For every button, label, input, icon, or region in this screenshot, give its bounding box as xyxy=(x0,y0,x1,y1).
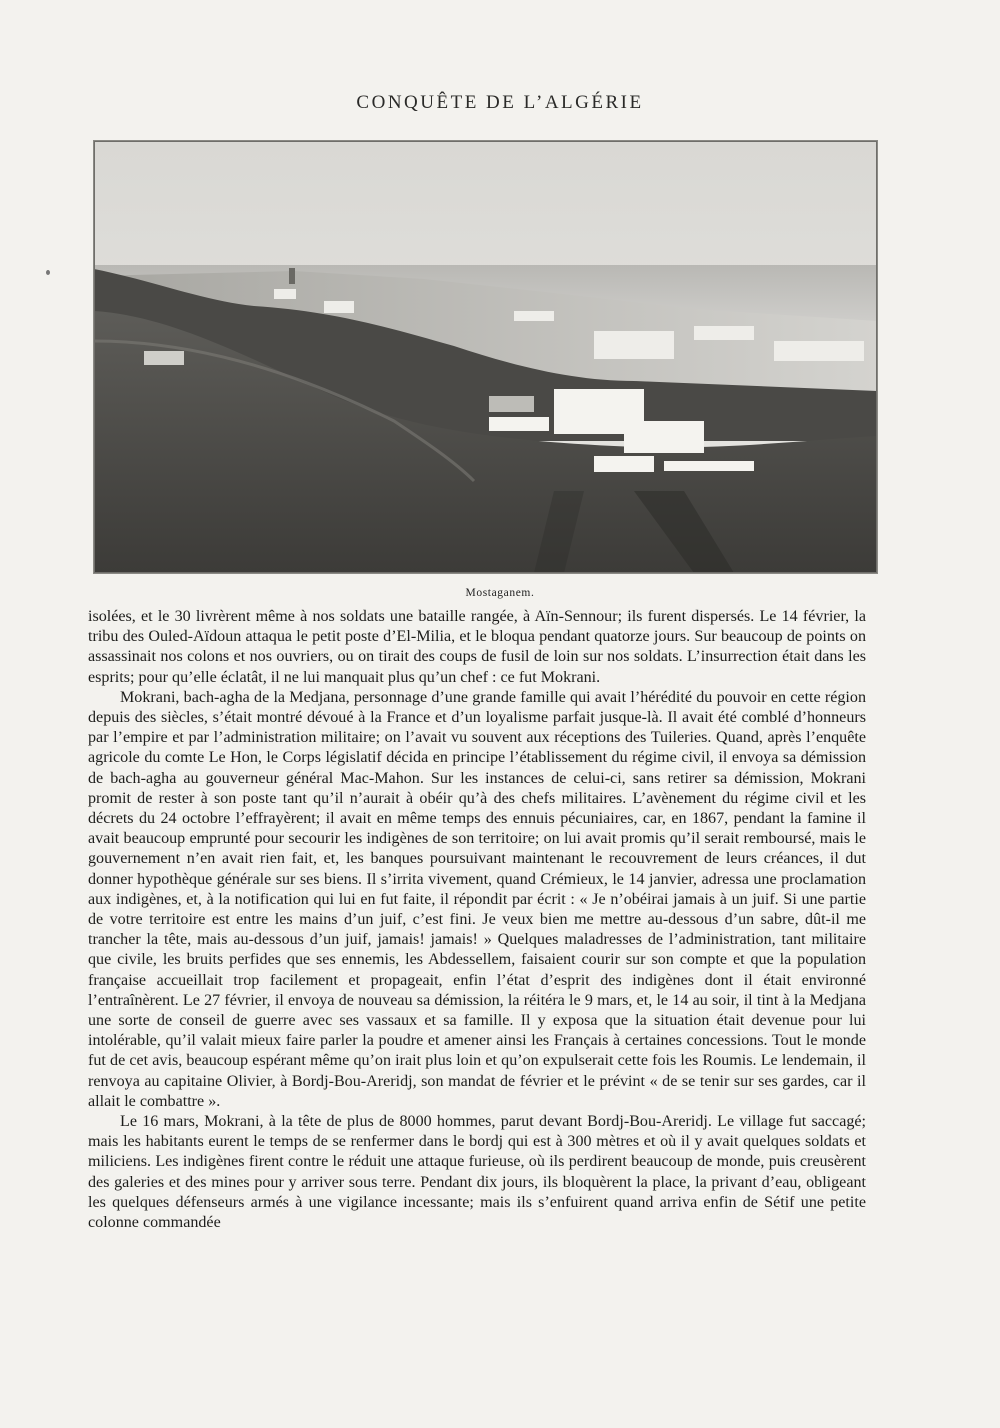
paragraph: Mokrani, bach-agha de la Medjana, personnage d’une grande famille qui avait l’hérédité du pouvoir en cette région depuis des siècles, s’était montré dévoué à la France et d’un loyalisme parfait jusque-là. Il avait été comblé d’honneurs par l’empire et par l’administration militaire; on l’avait vu souvent aux réceptions des Tuileries. Quand, après l’enquête agricole du comte Le Hon, le Corps législatif décida en principe l’établissement du régime civil, il envoya sa démission de bach-agha au gouverneur général Mac-Mahon. Sur les instances de celui-ci, sans retirer sa démission, Mokrani promit de rester à son poste tant qu’il n’aurait à obéir qu’à des chefs militaires. L’avènement du régime civil et les décrets du 24 octobre l’effrayèrent; il avait en même temps des ennuis pécuniaires, car, en 1867, pendant la famine il avait beaucoup emprunté pour secourir les indigènes de son territoire; on lui avait promis qu’il serait remboursé, mais le gouvernement n’en avait rien fait, et, les banques poursuivant maintenant le recouvrement de leurs créances, il dut donner hypothèque générale sur ses biens. Il s’irrita vivement, quand Crémieux, le 14 janvier, adressa une proclamation aux indigènes, et, à la notification qui lui en fut faite, il répondit par écrit : « Je n’obéirai jamais à un juif. Si une partie de votre territoire est entre les mains d’un juif, c’est fini. Je veux bien me mettre au-dessous d’un sabre, dût-il me trancher la tête, mais au-dessous d’un juif, jamais! jamais! » Quelques maladresses de l’administration, tant militaire que civile, les bruits perfides que ses ennemis, les Abdessellem, faisaient courir sur son compte et que la population française accueillait trop facilement et propageait, enfin l’état d’esprit des indigènes dont il était environné l’entraînèrent. Le 27 février, il envoya de nouveau sa démission, la réitéra le 9 mars, et, le 14 au soir, il tint à la Medjana une sorte de conseil de guerre avec ses vassaux et sa famille. Il y exposa que la situation était devenue pour lui intolérable, qu’il valait mieux faire parler la poudre et amener ainsi les Français à certaines concessions. Tout le monde fut de cet avis, beaucoup espérant même qu’on irait plus loin et qu’on expulserait cette fois les Roumis. Le lendemain, il renvoya au capitaine Olivier, à Bordj-Bou-Areridj, son mandat de février et le prévint « de se tenir sur ses gardes, car il allait le combattre ». xyxy=(88,688,866,1110)
page-title: CONQUÊTE DE L’ALGÉRIE xyxy=(356,92,644,113)
body-text xyxy=(88,607,866,1233)
photograph-mostaganem xyxy=(93,140,878,574)
ink-spot xyxy=(46,270,50,275)
paragraph: Le 16 mars, Mokrani, à la tête de plus de 8000 hommes, parut devant Bordj-Bou-Areridj. Le village fut saccagé; mais les habitants eurent le temps de se renfermer dans le bordj qui est à 300 mètres et où il y avait quelques soldats et miliciens. Les indigènes firent contre le réduit une attaque furieuse, où ils perdirent beaucoup de monde, puis creusèrent des galeries et des mines pour y arriver sous terre. Pendant dix jours, ils bloquèrent la place, la privant d’eau, obligeant les quelques défenseurs armés à une vigilance incessante; mais ils s’enfuirent quand arriva enfin de Sétif une petite colonne commandée xyxy=(88,1113,866,1232)
paragraph: isolées, et le 30 livrèrent même à nos soldats une bataille rangée, à Aïn-Sennour; ils furent dispersés. Le 14 février, la tribu des Ouled-Aïdoun attaqua le petit poste d’El-Milia, et le bloqua pendant quatorze jours. Sur beaucoup de points on assassinait nos colons et nos ouvriers, ou on tirait des coups de fusil de loin sur nos soldats. L’insurrection était dans les esprits; pour qu’elle éclatât, il ne lui manquait plus qu’un chef : ce fut Mokrani. xyxy=(88,608,866,686)
photo-caption: Mostaganem. xyxy=(465,587,535,599)
